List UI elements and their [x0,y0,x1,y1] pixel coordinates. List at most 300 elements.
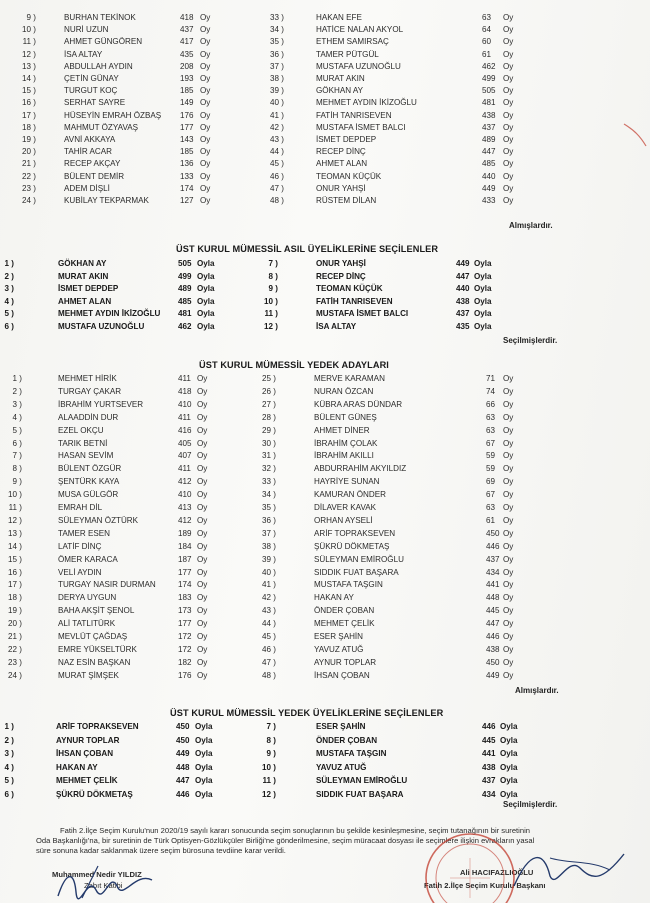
vote-unit: Oy [503,25,514,35]
vote-unit: Oy [503,147,514,157]
vote-unit: Oy [503,580,514,590]
vote-unit: Oy [200,196,211,205]
rank-number: 18 ) [8,593,22,603]
candidate-name: FATİH TANRISEVEN [316,110,392,120]
rank-number: 3 ) [4,284,14,293]
vote-count: 438 [456,296,470,306]
rank-number: 40 ) [262,567,276,577]
candidate-name: SERHAT SAYRE [64,98,126,108]
vote-count: 449 [482,183,496,193]
chairman-signature-icon [510,846,630,892]
rank-number: 46 ) [262,644,276,654]
candidate-name: MERVE KARAMAN [314,374,385,383]
vote-unit: Oy [503,464,514,474]
candidate-name: HAYRİYE SUNAN [314,477,380,487]
rank-number: 42 ) [262,593,276,603]
candidate-name: HAKAN AY [56,762,98,772]
vote-unit: Oy [503,657,514,667]
candidate-name: VELİ AYDIN [58,567,102,577]
rank-number: 9 ) [268,284,278,293]
candidate-name: BURHAN TEKİNOK [64,13,136,22]
rank-number: 4 ) [12,412,22,422]
rank-number: 16 ) [8,567,22,577]
rank-number: 36 ) [262,515,276,525]
candidate-name: YAVUZ ATUĞ [314,644,364,654]
candidate-name: RECEP AKÇAY [64,159,121,169]
candidate-name: RÜSTEM DİLAN [316,196,377,205]
rank-number: 22 ) [22,171,36,181]
candidate-name: SIDDIK FUAT BAŞARA [316,790,404,799]
rank-number: 46 ) [270,171,284,181]
vote-count: 61 [482,49,492,59]
rank-number: 35 ) [262,503,276,512]
vote-count: 449 [176,749,190,759]
candidate-name: KÜBRA ARAS DÜNDAR [314,399,403,409]
section-note-s1: Almışlardır. [509,221,553,230]
vote-unit: Oyla [195,790,213,799]
vote-unit: Oyla [474,259,492,268]
rank-number: 2 ) [4,271,14,281]
candidate-name: GÖKHAN AY [58,259,107,268]
candidate-name: EMRE YÜKSELTÜRK [58,644,137,654]
vote-count: 446 [482,722,496,731]
rank-number: 47 ) [262,657,276,667]
vote-unit: Oy [197,657,208,667]
rank-number: 30 ) [262,438,276,448]
rank-number: 12 ) [22,49,36,59]
candidate-name: TAMER ESEN [58,528,111,538]
candidate-name: ALAADDİN DUR [58,412,119,422]
candidate-name: İSMET DEPDEP [316,135,377,144]
section-title-s4: ÜST KURUL MÜMESSİL YEDEK ÜYELİKLERİNE SEÇİLENLER [170,708,444,718]
vote-count: 407 [178,451,192,461]
vote-unit: Oy [197,374,208,383]
vote-unit: Oy [503,196,514,205]
vote-count: 189 [178,528,192,538]
vote-count: 499 [178,271,192,281]
vote-count: 174 [178,580,192,590]
vote-count: 67 [486,490,496,500]
vote-count: 172 [178,644,192,654]
vote-unit: Oy [200,74,211,83]
vote-count: 64 [482,25,492,35]
vote-count: 505 [178,259,192,268]
rank-number: 33 ) [262,477,276,487]
vote-unit: Oy [503,171,514,181]
vote-count: 416 [178,425,192,435]
candidate-name: ABDURRAHİM AKYILDIZ [314,464,407,474]
vote-unit: Oy [503,593,514,603]
vote-unit: Oy [503,122,514,132]
vote-count: 445 [486,606,500,616]
vote-unit: Oyla [474,309,492,318]
vote-unit: Oy [503,61,514,71]
vote-count: 63 [486,503,496,512]
rank-number: 13 ) [22,61,36,71]
candidate-name: TURGAY ÇAKAR [58,386,122,396]
vote-count: 63 [486,425,496,435]
rank-number: 23 ) [22,183,36,193]
rank-number: 14 ) [8,541,22,551]
vote-unit: Oyla [197,296,215,306]
candidate-name: FATİH TANRISEVEN [316,296,393,306]
candidate-name: EZEL OKÇU [58,425,104,435]
candidate-name: TAMER PÜTGÜL [316,49,379,59]
vote-unit: Oy [503,183,514,193]
candidate-name: AYNUR TOPLAR [56,735,120,745]
candidate-name: İBRAHİM AKILLI [314,451,374,461]
vote-count: 450 [486,657,500,667]
vote-unit: Oy [503,490,514,500]
candidate-name: KAMURAN ÖNDER [314,490,386,500]
vote-count: 438 [482,110,496,120]
candidate-name: MEHMET ÇELİK [314,619,375,629]
candidate-name: TEOMAN KÜÇÜK [316,171,382,181]
section-note-s2: Seçilmişlerdir. [503,336,558,345]
candidate-name: NURİ UZUN [64,25,109,35]
candidate-name: MEHMET AYDIN İKİZOĞLU [58,309,161,318]
candidate-name: BAHA AKŞİT ŞENOL [58,606,135,616]
candidate-name: HATİCE NALAN AKYOL [316,25,404,35]
candidate-name: AHMET DİNER [314,425,370,435]
vote-count: 437 [456,309,470,318]
candidate-name: MEHMET ÇELİK [56,776,118,786]
candidate-name: TEOMAN KÜÇÜK [316,284,383,293]
vote-count: 411 [178,374,191,383]
vote-count: 182 [178,657,192,667]
candidate-name: LATİF DİNÇ [58,541,102,551]
candidate-name: MURAT AKIN [316,74,365,83]
paragraph-line: Oda Başkanlığı'na, bir suretinin de Türk Optisyen-Gözlükçüler Birliği'ne gönderilmesine, seçim müracaat dosyası ile seçimlere ilişkin evrakların yasal [36,836,535,845]
rank-number: 1 ) [4,259,14,268]
vote-count: 208 [180,61,194,71]
candidate-name: MUSTAFA TAŞGIN [316,749,387,759]
vote-unit: Oy [197,644,208,654]
candidate-name: ŞENTÜRK KAYA [58,477,120,487]
rank-number: 48 ) [262,670,276,680]
rank-number: 24 ) [8,670,22,680]
vote-unit: Oy [197,477,208,487]
vote-count: 411 [178,412,191,422]
vote-unit: Oy [503,528,514,538]
vote-count: 418 [180,13,194,22]
candidate-name: NURAN ÖZCAN [314,386,374,396]
rank-number: 2 ) [12,386,22,396]
vote-unit: Oy [503,619,514,629]
candidate-name: MUSA GÜLGÖR [58,490,119,500]
vote-unit: Oy [197,619,208,629]
rank-number: 17 ) [8,580,22,590]
vote-unit: Oyla [195,762,213,772]
candidate-name: HÜSEYİN EMRAH ÖZBAŞ [64,110,162,120]
vote-unit: Oy [200,49,211,59]
candidate-name: AHMET ALAN [58,296,112,306]
vote-unit: Oyla [500,749,518,759]
candidate-name: SÜLEYMAN EMİROĞLU [316,776,408,786]
rank-number: 19 ) [8,606,22,616]
candidate-name: MURAT AKIN [58,271,109,281]
vote-unit: Oyla [197,259,215,268]
rank-number: 45 ) [262,632,276,641]
vote-count: 441 [482,749,496,759]
candidate-name: İBRAHİM YURTSEVER [58,399,144,409]
vote-count: 489 [482,135,496,144]
rank-number: 8 ) [266,735,276,745]
candidate-name: HAKAN AY [314,593,354,603]
rank-number: 12 ) [262,790,276,799]
vote-count: 447 [456,271,470,281]
vote-unit: Oyla [500,776,518,786]
vote-unit: Oyla [500,722,518,731]
vote-unit: Oy [503,438,514,448]
rank-number: 43 ) [262,606,276,616]
candidate-name: MUSTAFA TAŞGIN [314,580,383,590]
vote-unit: Oyla [195,735,213,745]
vote-count: 434 [482,790,496,799]
candidate-name: HASAN SEVİM [58,451,114,461]
vote-count: 445 [482,735,496,745]
vote-count: 412 [178,515,192,525]
vote-unit: Oy [503,451,514,461]
candidate-name: MEHMET AYDIN İKİZOĞLU [316,98,417,108]
candidate-name: EMRAH DİL [58,503,103,512]
candidate-name: MUSTAFA İSMET BALCI [316,309,409,318]
rank-number: 15 ) [8,554,22,564]
rank-number: 27 ) [262,399,276,409]
vote-unit: Oyla [500,735,518,745]
rank-number: 43 ) [270,135,284,144]
rank-number: 14 ) [22,74,36,83]
vote-unit: Oy [197,386,208,396]
rank-number: 12 ) [264,321,278,331]
rank-number: 19 ) [22,135,36,144]
rank-number: 11 ) [262,776,276,786]
rank-number: 47 ) [270,183,284,193]
vote-count: 177 [178,567,192,577]
vote-count: 59 [486,451,496,461]
rank-number: 6 ) [4,790,14,799]
vote-count: 418 [178,386,192,396]
rank-number: 9 ) [12,477,22,487]
rank-number: 29 ) [262,425,276,435]
vote-count: 447 [486,619,500,629]
rank-number: 1 ) [12,374,22,383]
rank-number: 3 ) [12,399,22,409]
vote-count: 177 [178,619,192,629]
rank-number: 15 ) [22,86,36,96]
vote-unit: Oy [503,37,514,47]
vote-count: 446 [486,541,500,551]
vote-count: 437 [180,25,194,35]
rank-number: 17 ) [22,110,36,120]
vote-count: 505 [482,86,496,96]
section-note-s3: Almışlardır. [515,686,559,695]
vote-count: 449 [456,259,470,268]
vote-count: 447 [176,776,190,786]
paragraph-line: Fatih 2.İlçe Seçim Kurulu'nun 2020/19 sayılı kararı sonucunda seçim sonuçlarının bu şekilde kesinleşmesine, seçim tutanağının bir suretinin [60,826,530,835]
vote-count: 462 [178,321,192,331]
vote-unit: Oy [200,25,211,35]
vote-unit: Oy [200,159,211,169]
vote-count: 133 [180,171,194,181]
candidate-name: İSA ALTAY [316,321,357,331]
candidate-name: BÜLENT DEMİR [64,171,125,181]
vote-count: 450 [176,722,190,731]
vote-unit: Oy [200,122,211,132]
vote-unit: Oy [503,412,514,422]
candidate-name: TURGAY NASIR DURMAN [58,580,156,590]
rank-number: 7 ) [268,259,278,268]
vote-unit: Oy [200,110,211,120]
official-stamp-icon [420,828,520,903]
vote-count: 462 [482,61,496,71]
vote-unit: Oy [197,503,208,512]
candidate-name: ORHAN AYSELİ [314,515,373,525]
rank-number: 7 ) [12,451,22,461]
rank-number: 34 ) [262,490,276,500]
vote-unit: Oy [503,86,514,96]
vote-count: 438 [482,762,496,772]
vote-unit: Oy [503,554,514,564]
chairman-title: Fatih 2.İlçe Seçim Kurulu Başkanı [424,881,546,890]
vote-unit: Oy [503,425,514,435]
candidate-name: ADEM DİŞLİ [64,183,110,193]
vote-count: 185 [180,86,194,96]
vote-unit: Oy [197,412,208,422]
clerk-signature-icon [52,862,162,902]
section-title-s3: ÜST KURUL MÜMESSİL YEDEK ADAYLARI [199,360,389,370]
vote-unit: Oy [503,477,514,487]
vote-unit: Oyla [197,309,215,318]
vote-count: 481 [482,98,496,108]
vote-unit: Oyla [195,722,213,731]
vote-count: 446 [176,790,190,799]
vote-count: 127 [180,196,194,205]
vote-unit: Oy [503,374,514,383]
vote-count: 60 [482,37,492,47]
candidate-name: MUSTAFA UZUNOĞLU [58,321,145,331]
rank-number: 24 ) [22,196,36,205]
rank-number: 10 ) [264,296,278,306]
candidate-name: MUSTAFA UZUNOĞLU [316,61,401,71]
rank-number: 9 ) [266,749,276,759]
vote-unit: Oy [503,110,514,120]
candidate-name: İHSAN ÇOBAN [56,749,114,759]
vote-unit: Oy [503,515,514,525]
vote-count: 485 [482,159,496,169]
candidate-name: TURGUT KOÇ [64,86,118,96]
vote-count: 481 [178,309,192,318]
rank-number: 12 ) [8,515,22,525]
rank-number: 40 ) [270,98,284,108]
vote-unit: Oy [200,98,211,108]
vote-count: 410 [178,399,192,409]
rank-number: 41 ) [262,580,276,590]
rank-number: 5 ) [4,309,14,318]
vote-count: 412 [178,477,192,487]
vote-unit: Oyla [474,321,492,331]
candidate-name: AVNİ AKKAYA [64,135,116,144]
rank-number: 20 ) [22,147,36,157]
vote-count: 448 [176,762,190,772]
candidate-name: ÖMER KARACA [58,554,118,564]
rank-number: 37 ) [270,61,284,71]
rank-number: 36 ) [270,49,284,59]
vote-unit: Oy [197,425,208,435]
vote-unit: Oyla [500,790,518,799]
rank-number: 35 ) [270,37,284,47]
candidate-name: NAZ ESİN BAŞKAN [58,657,131,667]
rank-number: 1 ) [4,722,14,731]
candidate-name: KUBİLAY TEKPARMAK [64,196,149,205]
vote-count: 143 [180,135,194,144]
candidate-name: ÖNDER ÇOBAN [314,606,375,616]
vote-unit: Oy [197,399,208,409]
candidate-name: ŞÜKRÜ DÖKMETAŞ [314,541,390,551]
candidate-name: MURAT ŞİMŞEK [58,670,119,680]
vote-count: 450 [176,735,190,745]
vote-count: 411 [178,464,191,474]
vote-count: 447 [482,147,496,157]
vote-unit: Oyla [197,284,215,293]
candidate-name: ALİ TATLITÜRK [58,619,116,629]
vote-unit: Oy [200,13,211,22]
vote-count: 446 [486,632,500,641]
vote-unit: Oy [200,147,211,157]
vote-count: 174 [180,183,194,193]
rank-number: 41 ) [270,110,284,120]
candidate-name: ONUR YAHŞİ [316,259,366,268]
rank-number: 5 ) [4,776,14,786]
vote-unit: Oy [197,606,208,616]
rank-number: 5 ) [12,425,22,435]
rank-number: 44 ) [262,619,276,629]
rank-number: 32 ) [262,464,276,474]
rank-number: 26 ) [262,386,276,396]
rank-number: 38 ) [270,74,284,83]
vote-unit: Oyla [195,776,213,786]
candidate-name: DERYA UYGUN [58,593,117,603]
candidate-name: ARİF TOPRAKSEVEN [56,722,139,731]
vote-count: 176 [178,670,192,680]
vote-unit: Oyla [474,296,492,306]
rank-number: 6 ) [12,438,22,448]
candidate-name: ETHEM SAMIRSAÇ [316,37,389,47]
candidate-name: ÇETİN GÜNAY [64,74,119,83]
vote-unit: Oy [200,86,211,96]
vote-count: 405 [178,438,192,448]
rank-number: 9 ) [26,13,36,22]
vote-count: 136 [180,159,194,169]
rank-number: 38 ) [262,541,276,551]
vote-count: 433 [482,196,496,205]
vote-count: 448 [486,593,500,603]
rank-number: 48 ) [270,196,284,205]
vote-unit: Oy [503,135,514,144]
vote-unit: Oyla [195,749,213,759]
vote-unit: Oy [197,528,208,538]
vote-count: 485 [178,296,192,306]
candidate-name: RECEP DİNÇ [316,147,366,157]
vote-count: 437 [486,554,500,564]
rank-number: 11 ) [264,309,278,318]
candidate-name: AHMET ALAN [316,159,368,169]
candidate-name: AYNUR TOPLAR [314,657,377,667]
vote-count: 449 [486,670,500,680]
clerk-title: Zabıt Katibi [84,881,123,890]
rank-number: 39 ) [270,86,284,96]
candidate-name: TAHİR ACAR [64,147,112,157]
